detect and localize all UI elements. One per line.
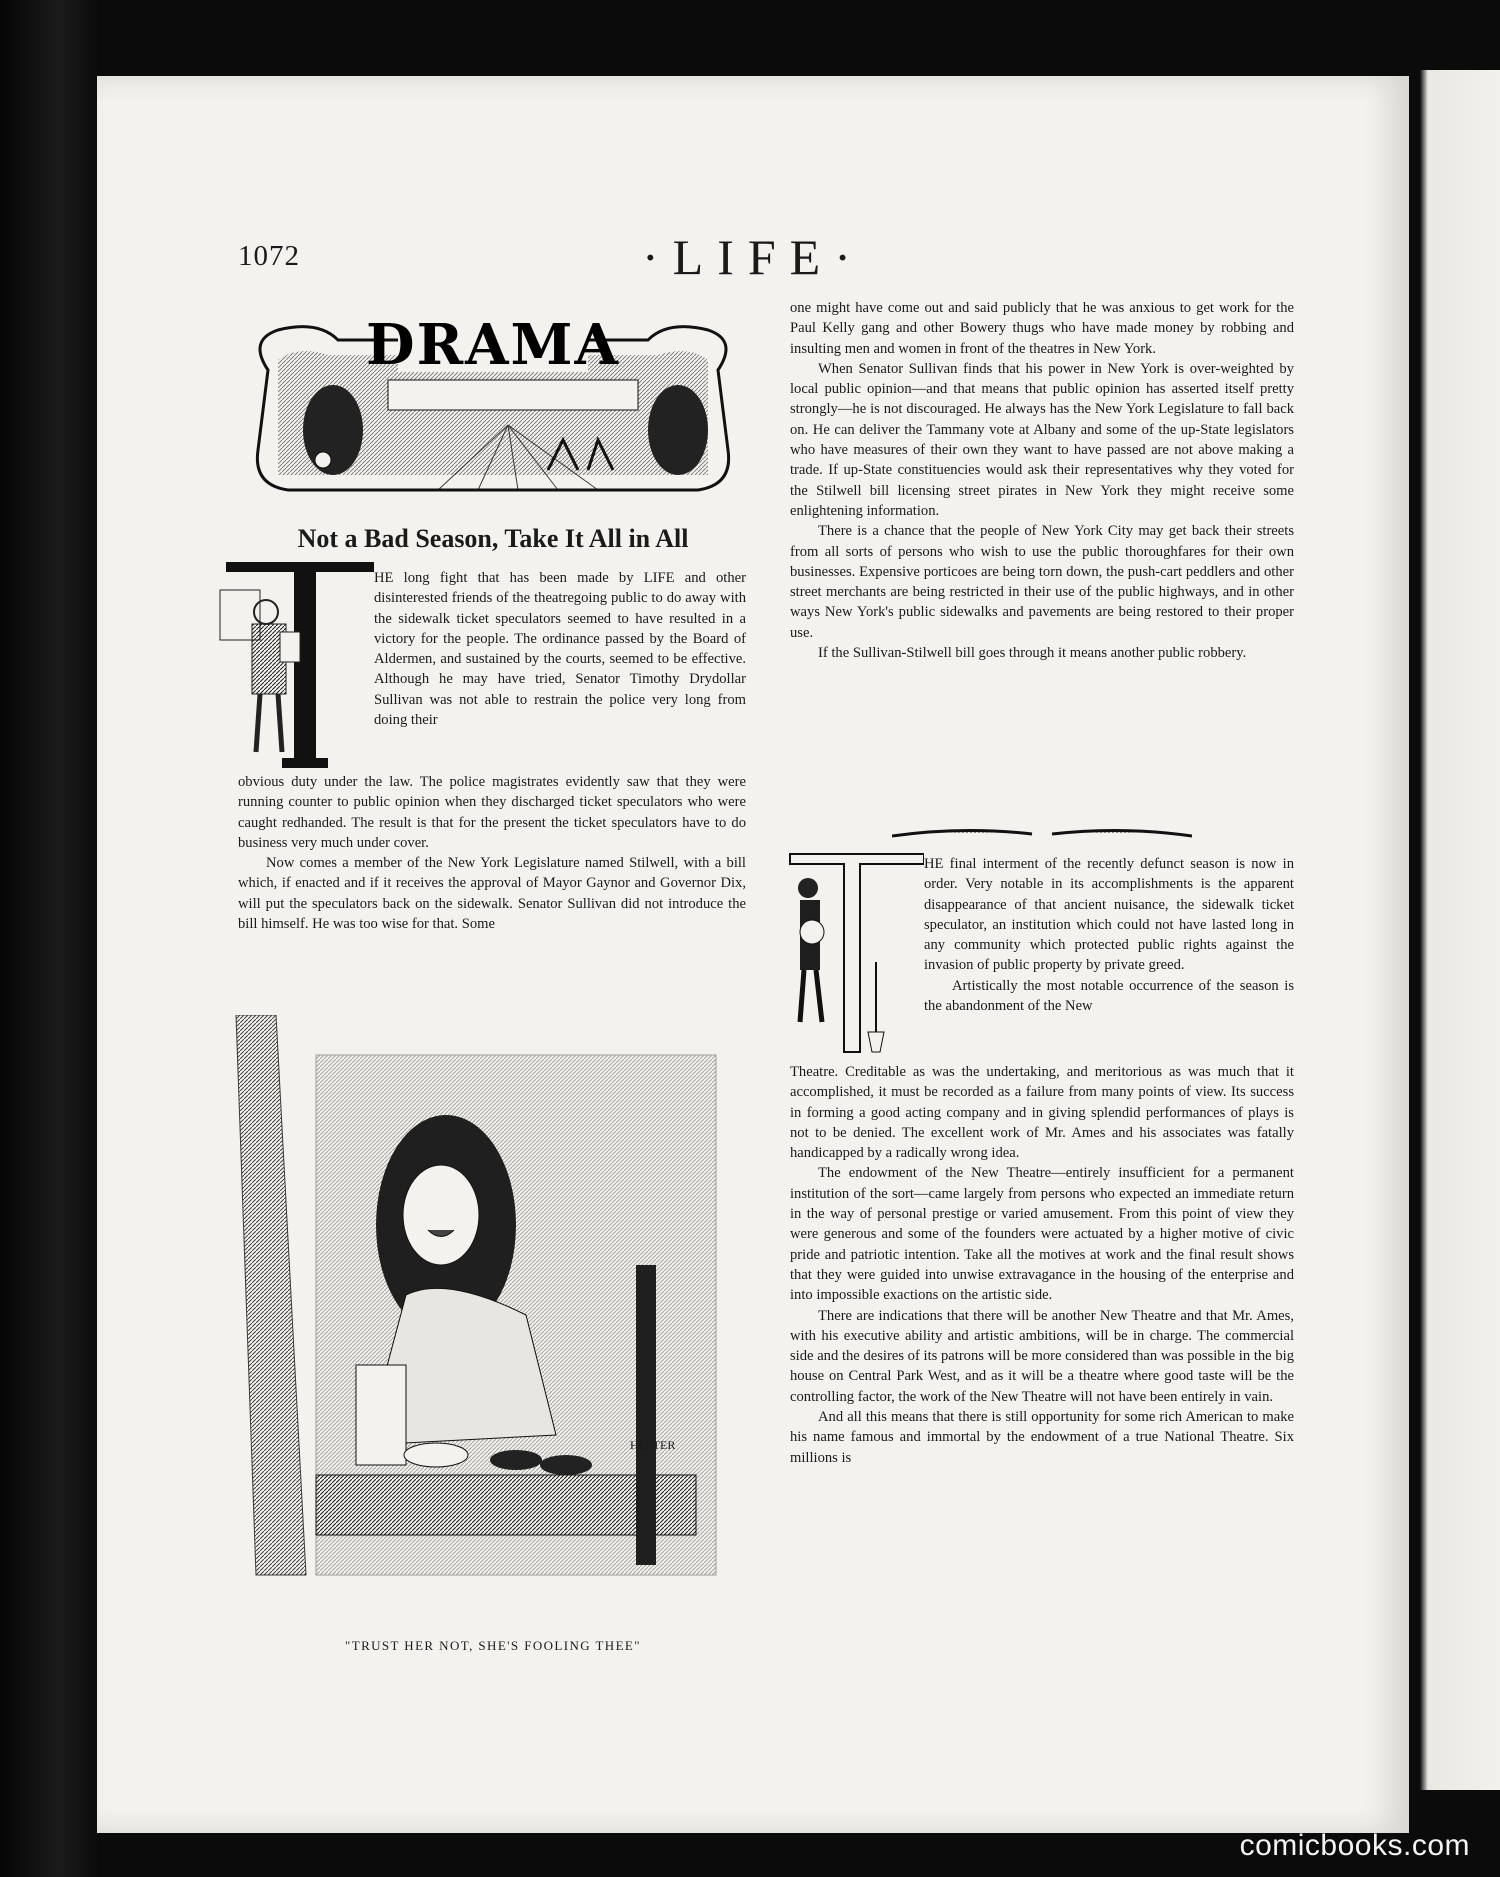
section-divider-ornament xyxy=(892,824,1192,842)
article-column-left xyxy=(238,772,746,934)
paragraph-opening-continued: obvious duty under the law. The police magistrates evidently saw that they were running counter to public opinion when they discharged ticket speculators who were caught redhanded. The result is that for the present the ticket speculators have to do business very much under cover. xyxy=(238,774,746,851)
actress-illustration xyxy=(196,1015,736,1625)
paragraph: If the Sullivan-Stilwell bill goes through it means another public robbery. xyxy=(818,645,1247,662)
paragraph: Now comes a member of the New York Legislature named Stilwell, with a bill which, if enacted and if it receives the approval of Mayor Gaynor and Governor Dix, will put the speculators back on the sidewalk. Senator Sullivan did not introduce the bill himself. He was too wise for that. Some xyxy=(238,855,746,933)
facing-page-edge xyxy=(1420,70,1500,1790)
drama-banner-title: DRAMA xyxy=(366,312,620,378)
illustration-caption: "TRUST HER NOT, SHE'S FOOLING THEE" xyxy=(345,1638,641,1653)
page-number: 1072 xyxy=(238,240,300,272)
article-column-right-wrapped xyxy=(924,854,1294,1016)
paragraph: And all this means that there is still opportunity for some rich American to make his name famous and immortal by the endowment of a true National Theatre. Six millions is xyxy=(790,1409,1294,1466)
article-column-right-lower xyxy=(790,1062,1294,1468)
article-headline: Not a Bad Season, Take It All in All xyxy=(297,524,689,553)
paragraph: The endowment of the New Theatre—entirely insufficient for a permanent institution of the sort—came largely from persons who expected an immediate return in the way of personal prestige or varied amusement. From this point of view they were generous and some of the founders were actuated by a higher motive of civic pride and patriotic intention. Take all the motives at work and the final result shows that they were guided into unwise extravagance in the housing of the enterprise and into impossible exactions on the artistic side. xyxy=(790,1165,1294,1304)
paragraph: When Senator Sullivan finds that his power in New York is over-weighted by local public opinion—and that means that public opinion has asserted itself pretty strongly—he is not discouraged. He always has the New York Legislature to fall back on. He can deliver the Tammany vote at Albany and some of the up-State legislators who have measures of their own they want to have passed are not above making a trade. If up-State constituencies would ask their representatives why they voted for the Stilwell bill licensing street pirates in New York they might receive some enlightening information. xyxy=(790,360,1294,519)
paragraph-continued: Theatre. Creditable as was the undertaking, and meritorious as was much that it accomplished, it must be recorded as a failure from many points of view. Its success in forming a good acting company and in giving splendid performances of plays is not to be denied. The excellent work of Mr. Ames and his associates was fatally handicapped by a radically wrong idea. xyxy=(790,1064,1294,1162)
dropcap-t-pumpkin-illustration xyxy=(788,852,924,1058)
artist-signature: HESTER xyxy=(630,1438,676,1452)
paragraph: Artistically the most notable occurrence of the season is the abandonment of the New xyxy=(924,977,1294,1015)
article-column-left-wrapped xyxy=(374,568,746,730)
paragraph-continued: one might have come out and said publicly that he was anxious to get work for the Paul Kelly gang and other Bowery thugs who have made money by robbing and insulting men and women in front of the theatres in New York. xyxy=(790,300,1294,357)
paragraph: There are indications that there will be another New Theatre and that Mr. Ames, with his executive ability and artistic ambitions, will be in charge. The commercial side and the desires of its patrons will be more considered than was possible in the big house on Central Park West, and as it will be a theatre where good taste will be the controlling factor, the work of the New Theatre will not have been entirely in vain. xyxy=(790,1307,1294,1405)
drama-banner-illustration xyxy=(238,300,748,510)
site-watermark: comicbooks.com xyxy=(1239,1829,1470,1862)
binding-shadow xyxy=(0,0,100,1877)
paragraph-second-opening: HE final interment of the recently defunct season is now in order. Very notable in its accomplishments is the apparent disappearance of that ancient nuisance, the sidewalk ticket speculator, an institution which could not have lasted long in any community which protected public rights against the invasion of public property by private greed. xyxy=(924,856,1294,974)
paragraph-opening: HE long fight that has been made by LIFE and other disinterested friends of the theatregoing public to do away with the sidewalk ticket speculators seemed to have resulted in a victory for the people. The ordinance passed by the Board of Aldermen, and sustained by the courts, seemed to be effective. Although he may have tried, Senator Timothy Drydollar Sullivan was not able to restrain the police very long from doing their xyxy=(374,570,746,729)
article-column-right xyxy=(790,298,1294,663)
dropcap-t-speculator-illustration xyxy=(216,562,374,772)
paragraph: There is a chance that the people of New York City may get back their streets from all sorts of persons who wish to use the public thoroughfares for their own businesses. Expensive porticoes are being torn down, the push-cart peddlers and other street merchants are being restricted in their use of the public highways, and in other ways New York's public sidewalks and pavements are being restored to their proper use. xyxy=(790,523,1294,641)
masthead-title: ·LIFE· xyxy=(642,229,865,285)
